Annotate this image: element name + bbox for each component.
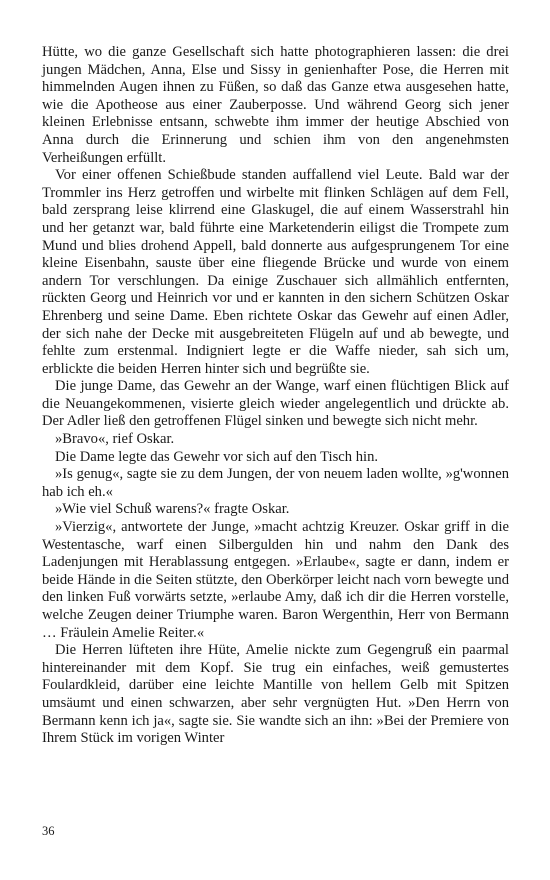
paragraph-1: Hütte, wo die ganze Gesellschaft sich hatte photographieren lassen: die drei jungen Mädchen, Anna, Else und Sissy in genienhafter Pose, die Herren mit himmelnden Augen ihnen zu Füßen, so daß das Ganze etwa ausgesehen hatte, wie die Apotheose aus einer Zauberposse. Und während Georg sich jener kleinen Erlebnisse entsann, schwebte ihm immer der heutige Abschied von Anna durch die Erinnerung und schien ihm von den angenehmsten Verheißungen erfüllt. bbox=[42, 44, 509, 166]
paragraph-5: Die Dame legte das Gewehr vor sich auf den Tisch hin. bbox=[55, 448, 379, 465]
paragraph-4: »Bravo«, rief Oskar. bbox=[55, 431, 175, 448]
paragraph-2: Vor einer offenen Schießbude standen auffallend viel Leute. Bald war der Trommler ins Herz getroffen und wirbelte mit flinken Schlägen auf dem Fell, bald zersprang leise klirrend eine Glaskugel, die auf einem Wasserstrahl hin und her getanzt war, bald führte eine Marketenderin eiligst die Trompete zum Mund und blies drohend Appell, bald donnerte aus aufgesprungenem Tor eine kleine Eisenbahn, sauste über eine fliegende Brücke und wurde von einem andern Tor verschlungen. Da einige Zuschauer sich allmählich entfernten, rückten Georg und Heinrich vor und er kannten in den sichern Schützen Oskar Ehrenberg und seine Dame. Eben richtete Oskar das Gewehr auf einen Adler, der sich nahe der Decke mit ausgebreiteten Flügeln auf und ab bewegte, und fehlte zum erstenmal. Indigniert legte er die Waffe nieder, sah sich um, erblickte die beiden Herren hinter sich und begrüßte sie. bbox=[42, 167, 509, 377]
paragraph-7: »Wie viel Schuß warens?« fragte Oskar. bbox=[55, 501, 290, 518]
paragraph-8: »Vierzig«, antwortete der Junge, »macht achtzig Kreuzer. Oskar griff in die Westentasche, warf einen Silbergulden hin und nahm den Dank des Ladenjungen mit Herablassung entgegen. »Erlaube«, sagte er dann, indem er beide Hände in die Seiten stützte, den Oberkörper leicht nach vorn bewegte und den linken Fuß vorwärts setzte, »erlaube Amy, daß ich dir die Herren vorstelle, welche Zeugen deiner Triumphe waren. Baron Wergenthin, Herr von Bermann … Fräulein Amelie Reiter.« bbox=[42, 519, 509, 641]
paragraph-6: »Is genug«, sagte sie zu dem Jungen, der von neuem laden wollte, »g'wonnen hab ich eh.« bbox=[42, 466, 509, 500]
paragraph-3: Die junge Dame, das Gewehr an der Wange, warf einen flüchtigen Blick auf die Neuangekommenen, visierte gleich wieder angelegentlich und drückte ab. Der Adler ließ den getroffenen Flügel sinken und bewegte sich nicht mehr. bbox=[42, 378, 509, 430]
page-number: 36 bbox=[42, 824, 55, 838]
book-page-text bbox=[42, 44, 509, 748]
paragraph-9: Die Herren lüfteten ihre Hüte, Amelie nickte zum Gegengruß ein paarmal hintereinander mit dem Kopf. Sie trug ein einfaches, weiß gemustertes Foulardkleid, darüber eine leichte Mantille von hellem Gelb mit Spitzen umsäumt und einen schwarzen, aber sehr vergnügten Hut. »Den Herrn von Bermann kenn ich ja«, sagte sie. Sie wandte sich an ihn: »Bei der Premiere von Ihrem Stück im vorigen Winter bbox=[42, 642, 509, 747]
